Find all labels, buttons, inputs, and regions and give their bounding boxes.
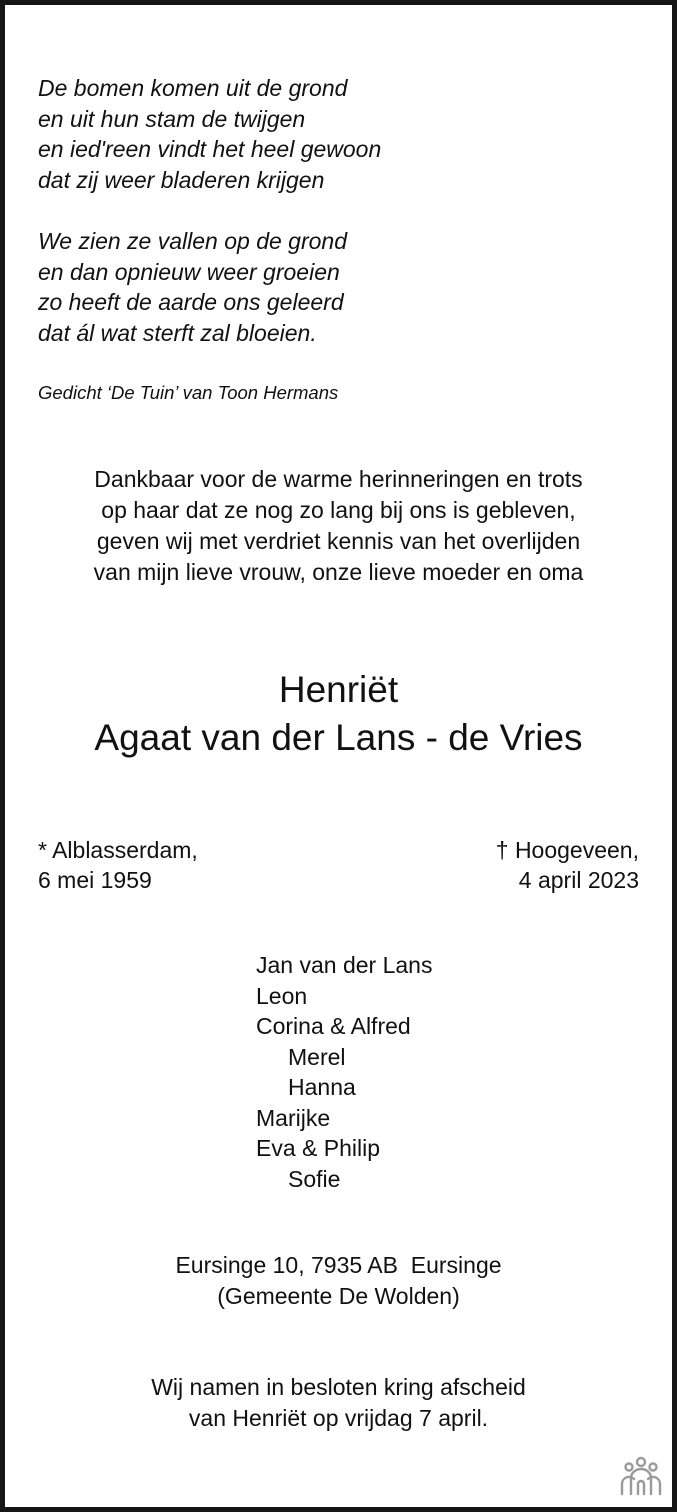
deceased-name bbox=[0, 666, 677, 762]
intro-line: geven wij met verdriet kennis van het overlijden bbox=[96, 528, 581, 554]
family-member: Corina & Alfred bbox=[256, 1013, 411, 1039]
poem-line: en uit hun stam de twijgen bbox=[38, 105, 306, 132]
farewell-line: Wij namen in besloten kring afscheid bbox=[151, 1374, 526, 1400]
first-name: Henriët bbox=[278, 669, 399, 710]
intro-text bbox=[0, 464, 677, 588]
intro-line: Dankbaar voor de warme herinneringen en trots bbox=[94, 466, 583, 492]
poem-stanza-2 bbox=[38, 226, 347, 348]
family-member: Jan van der Lans bbox=[256, 952, 433, 978]
address-line: (Gemeente De Wolden) bbox=[217, 1283, 460, 1309]
full-name: Agaat van der Lans - de Vries bbox=[94, 717, 583, 758]
intro-line: van mijn lieve vrouw, onze lieve moeder en oma bbox=[93, 559, 584, 585]
family-member: Hanna bbox=[288, 1074, 356, 1100]
birth-place: * Alblasserdam, bbox=[38, 837, 198, 863]
poem-line: De bomen komen uit de grond bbox=[38, 75, 348, 101]
poem-credit: Gedicht ‘De Tuin’ van Toon Hermans bbox=[38, 382, 339, 403]
poem-line: en dan opnieuw weer groeien bbox=[38, 258, 340, 285]
poem-line: zo heeft de aarde ons geleerd bbox=[38, 289, 344, 315]
family-member: Sofie bbox=[288, 1165, 341, 1192]
family-member: Eva & Philip bbox=[256, 1135, 381, 1161]
family-list bbox=[256, 950, 432, 1194]
poem-line: en ied'reen vindt het heel gewoon bbox=[38, 136, 382, 162]
death-info bbox=[496, 835, 639, 895]
family-member: Merel bbox=[288, 1043, 346, 1070]
poem-line: We zien ze vallen op de grond bbox=[38, 228, 347, 254]
death-place: † Hoogeveen, bbox=[495, 837, 639, 863]
birth-date: 6 mei 1959 bbox=[38, 867, 152, 893]
poem-line: dat ál wat sterft zal bloeien. bbox=[38, 319, 317, 346]
death-date: 4 april 2023 bbox=[518, 867, 639, 893]
intro-line: op haar dat ze nog zo lang bij ons is gebleven, bbox=[101, 497, 576, 523]
birth-info bbox=[38, 835, 198, 895]
address-line: Eursinge 10, 7935 AB Eursinge bbox=[175, 1252, 502, 1278]
address bbox=[0, 1250, 677, 1312]
family-member: Marijke bbox=[256, 1104, 331, 1131]
farewell-line: van Henriët op vrijdag 7 april. bbox=[188, 1405, 489, 1431]
family-member: Leon bbox=[256, 982, 308, 1009]
poem-stanza-1 bbox=[38, 73, 381, 195]
farewell-text bbox=[0, 1372, 677, 1434]
people-group-icon bbox=[620, 1456, 662, 1496]
poem-line: dat zij weer bladeren krijgen bbox=[38, 166, 325, 193]
